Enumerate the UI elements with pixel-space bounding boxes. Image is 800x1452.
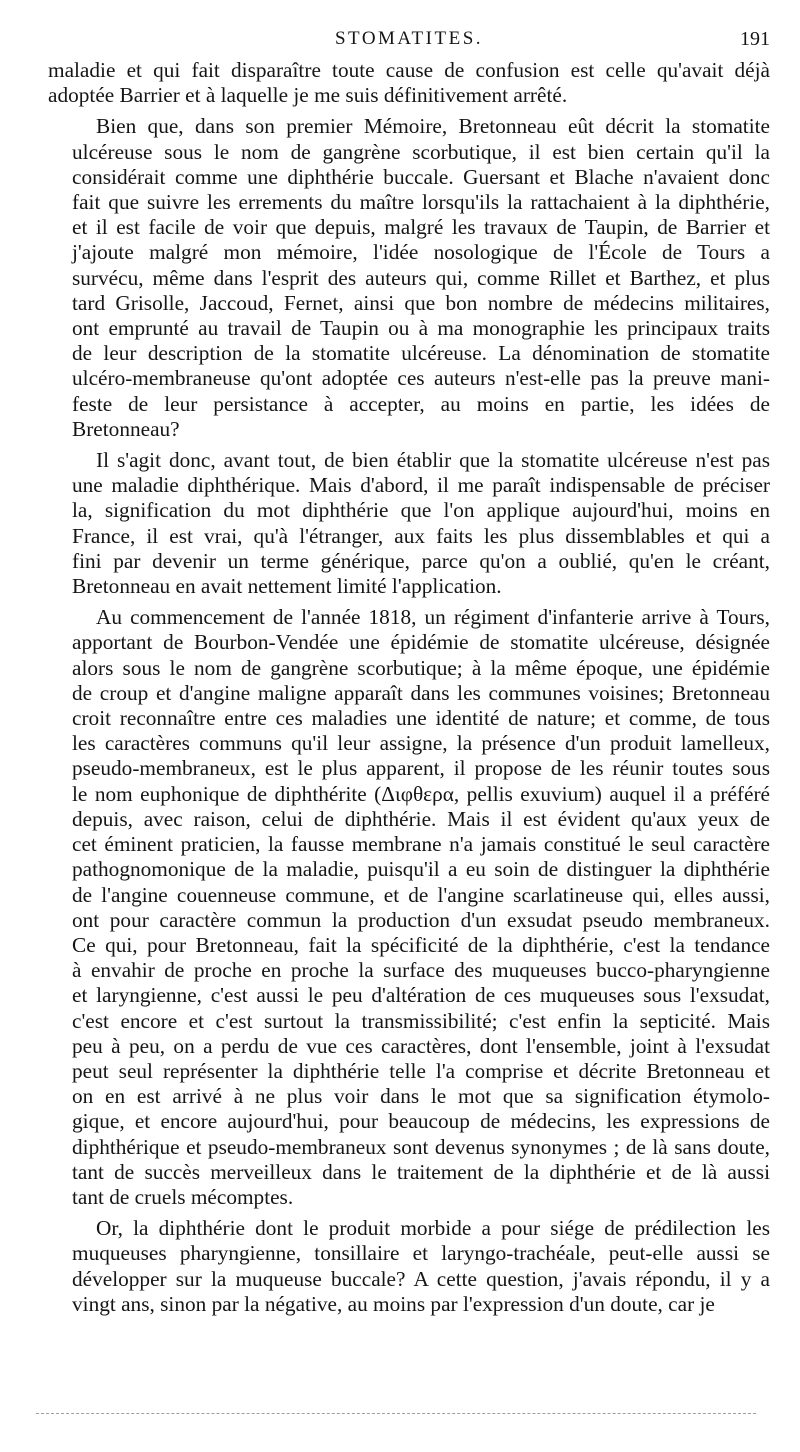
text-line: feste de leur persistance à accepter, au moins en partie, les idées de [72,391,770,416]
running-title: STOMATITES. [334,28,484,49]
text-line: survécu, même dans l'esprit des auteurs qui, comme Rillet et Barthez, et plus [72,265,770,290]
text-line: diphthérique et pseudo-membraneux sont devenus synonymes ; de là sans doute, [72,1134,770,1159]
text-line: tard Grisolle, Jaccoud, Fernet, ainsi que bon nombre de médecins militaires, [72,290,770,315]
text-line: ulcéreuse sous le nom de gangrène scorbutique, il est bien certain qu'il la [72,139,770,164]
paragraph [48,448,770,599]
text-line: Bretonneau? [72,416,180,441]
text-line: croit reconnaître entre ces maladies une identité de nature; et comme, de tous [72,706,770,731]
text-line: ulcéro-membraneuse qu'ont adoptée ces auteurs n'est-elle pas la preuve mani- [72,366,770,391]
text-line: gique, et encore aujourd'hui, pour beaucoup de médecins, les expressions de [72,1109,770,1134]
text-line: développer sur la muqueuse buccale? A cette question, j'avais répondu, il y a [72,1266,770,1291]
text-line: fait que suivre les errements du maître lorsqu'ils la rattachaient à la diphthérie, [72,190,770,215]
text-line: de l'angine couenneuse commune, et de l'angine scarlatineuse qui, elles aussi, [72,882,770,907]
text-line: ont emprunté au travail de Taupin ou à ma monographie les principaux traits [72,316,770,341]
text-line: les caractères communs qu'il leur assigne, la présence d'un produit lamelleux, [72,731,770,756]
text-line: tant de cruels mécomptes. [72,1184,294,1209]
text-line: peu à peu, on a perdu de vue ces caractères, dont l'ensemble, joint à l'exsudat [72,1033,770,1058]
text-line: muqueuses pharyngienne, tonsillaire et laryngo-trachéale, peut-elle aussi se [72,1241,770,1266]
bottom-rule [36,1413,756,1416]
text-line: pathognomonique de la maladie, puisqu'il a eu soin de distinguer la diphthérie [72,857,770,882]
text-line: fini par devenir un terme générique, parce qu'on a oublié, qu'en le créant, [72,548,770,573]
text-line: Bretonneau en avait nettement limité l'application. [72,574,502,599]
text-line: alors sous le nom de gangrène scorbutique; à la même époque, une épidémie [72,655,770,680]
text-line: Il s'agit donc, avant tout, de bien établir que la stomatite ulcéreuse n'est pas [96,448,770,473]
text-line: depuis, avec raison, celui de diphthérie. Mais il est évident qu'aux yeux de [72,806,770,831]
paragraph [48,114,770,442]
text-line: peut seul représenter la diphthérie telle l'a comprise et décrite Bretonneau et [72,1058,770,1083]
text-line: maladie et qui fait disparaître toute cause de confusion est celle qu'avait déjà [48,58,770,82]
text-line: de croup et d'angine maligne apparaît dans les communes voisines; Bretonneau [72,680,770,705]
text-line: considérait comme une diphthérie buccale. Guersant et Blache n'avaient donc [72,164,770,189]
text-line: j'ajoute malgré mon mémoire, l'idée nosologique de l'École de Tours a [72,240,770,265]
text-line: le nom euphonique de diphthérite (Διφθερα, pellis exuvium) auquel il a préféré [72,781,770,806]
text-line: Bien que, dans son premier Mémoire, Bretonneau eût décrit la stomatite [96,114,770,139]
text-line: et il est facile de voir que depuis, malgré les travaux de Taupin, de Barrier et [72,215,770,240]
text-line: apportant de Bourbon-Vendée une épidémie de stomatite ulcéreuse, désignée [72,630,770,655]
paragraph [48,58,770,108]
text-line: une maladie diphthérique. Mais d'abord, il me paraît indispensable de préciser [72,473,770,498]
body-text [48,58,770,1323]
text-line: cet éminent praticien, la fausse membrane n'a jamais constitué le seul caractère [72,832,770,857]
paragraph [48,605,770,1210]
text-line: Or, la diphthérie dont le produit morbide a pour siége de prédilection les [96,1216,770,1241]
text-line: ont pour caractère commun la production d'un exsudat pseudo membraneux. [72,907,770,932]
text-line: c'est encore et c'est surtout la transmissibilité; c'est enfin la septicité. Mais [72,1008,770,1033]
text-line: tant de succès merveilleux dans le traitement de la diphthérie et de là aussi [72,1159,770,1184]
text-line: vingt ans, sinon par la négative, au moins par l'expression d'un doute, car je [72,1291,715,1316]
paragraph [48,1216,770,1317]
text-line: à envahir de proche en proche la surface des muqueuses bucco-pharyngienne [72,958,770,983]
running-head [48,24,770,54]
text-line: Ce qui, pour Bretonneau, fait la spécificité de la diphthérie, c'est la tendance [72,932,770,957]
page-number: 191 [740,28,770,50]
text-line: la, signification du mot diphthérie que l'on applique aujourd'hui, moins en [72,498,770,523]
text-line: France, il est vrai, qu'à l'étranger, aux faits les plus dissemblables et qui a [72,523,770,548]
text-line: pseudo-membraneux, est le plus apparent, il propose de les réunir toutes sous [72,756,770,781]
text-line: adoptée Barrier et à laquelle je me suis définitivement arrêté. [48,83,568,108]
text-line: on en est arrivé à ne plus voir dans le mot que sa signification étymolo- [72,1084,770,1109]
text-line: Au commencement de l'année 1818, un régiment d'infanterie arrive à Tours, [96,605,770,630]
text-line: de leur description de la stomatite ulcéreuse. La dénomination de stomatite [72,341,770,366]
text-line: et laryngienne, c'est aussi le peu d'altération de ces muqueuses sous l'exsudat, [72,983,770,1008]
